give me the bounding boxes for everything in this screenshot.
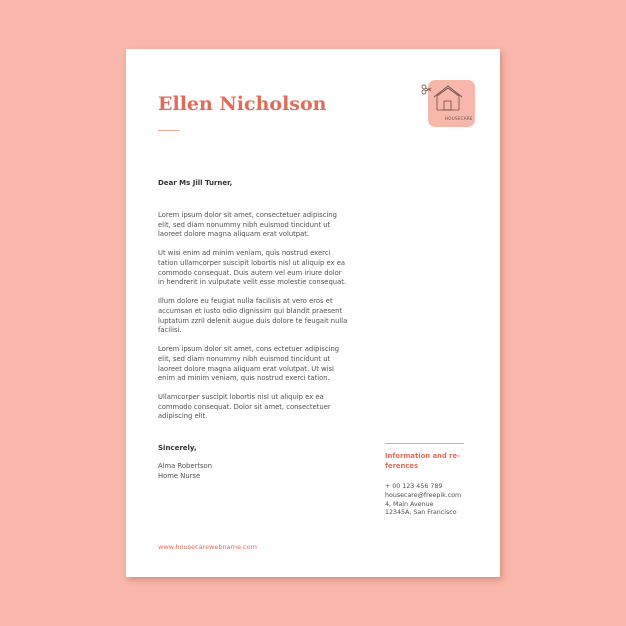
info-divider [385,443,464,444]
name-divider [158,130,180,131]
info-heading-line: Information and re- [385,452,460,460]
letter-closing: Sincerely, [158,444,197,452]
signer-title: Home Nurse [158,471,201,480]
signature-block [158,462,212,481]
info-heading [385,452,475,471]
house-with-scissors-icon [420,80,480,116]
signer-name: Alma Robertson [158,462,213,470]
body-paragraph: Lorem ipsum dolor sit amet, consectetuer adipiscing elit, sed diam nonummy nibh euismod tincidunt ut laoreet dolore magna aliquam erat volutpat. [158,211,337,239]
contact-city: 12345A, San Francisco [385,509,457,517]
info-heading-line: ferences [385,461,419,470]
body-paragraph: Lorem ipsum dolor sit amet, cons ectetuer adipiscing elit, sed diam nonummy nibh euismod tincidunt ut laoreet dolore magna aliquam erat volutpat. Ut wisi enim ad minim veniam, quis nostrud exerci tation. [158,345,340,383]
body-paragraph: Ullamcorper suscipit lobortis nisl ut aliquip ex ea commodo consequat. Dolor sit amet, consectetuer adipiscing elit. [158,393,331,421]
contact-email: housecare@freepik.com [385,491,462,499]
logo-wordmark: HOUSECARE [445,116,473,121]
housecare-logo [428,80,475,127]
body-paragraph: Ut wisi enim ad minim veniam, quis nostrud exerci tation ullamcorper suscipit lobortis nisl ut aliquip ex ea commodo consequat. Duis autem vel eum iriure dolor in hendrerit in vulputate velit esse molestie consequat. [158,249,347,287]
letter-page [126,49,500,577]
sender-name: Ellen Nicholson [158,93,327,115]
contact-phone: + 00 123 456 789 [385,483,443,490]
footer-website-link[interactable]: www.housecarewebname.com [158,543,257,551]
body-paragraph: Illum dolore eu feugiat nulla facilisis at vero eros et accumsan et iusto odio dignissim qui blandit praesent luptatum zzril delenit augue duis dolore te feugait nulla facilisi. [158,297,348,335]
contact-address: 4, Main Avenue [385,500,434,508]
contact-details [385,483,461,518]
letter-salutation: Dear Ms Jill Turner, [158,179,233,187]
letter-body [158,211,348,432]
